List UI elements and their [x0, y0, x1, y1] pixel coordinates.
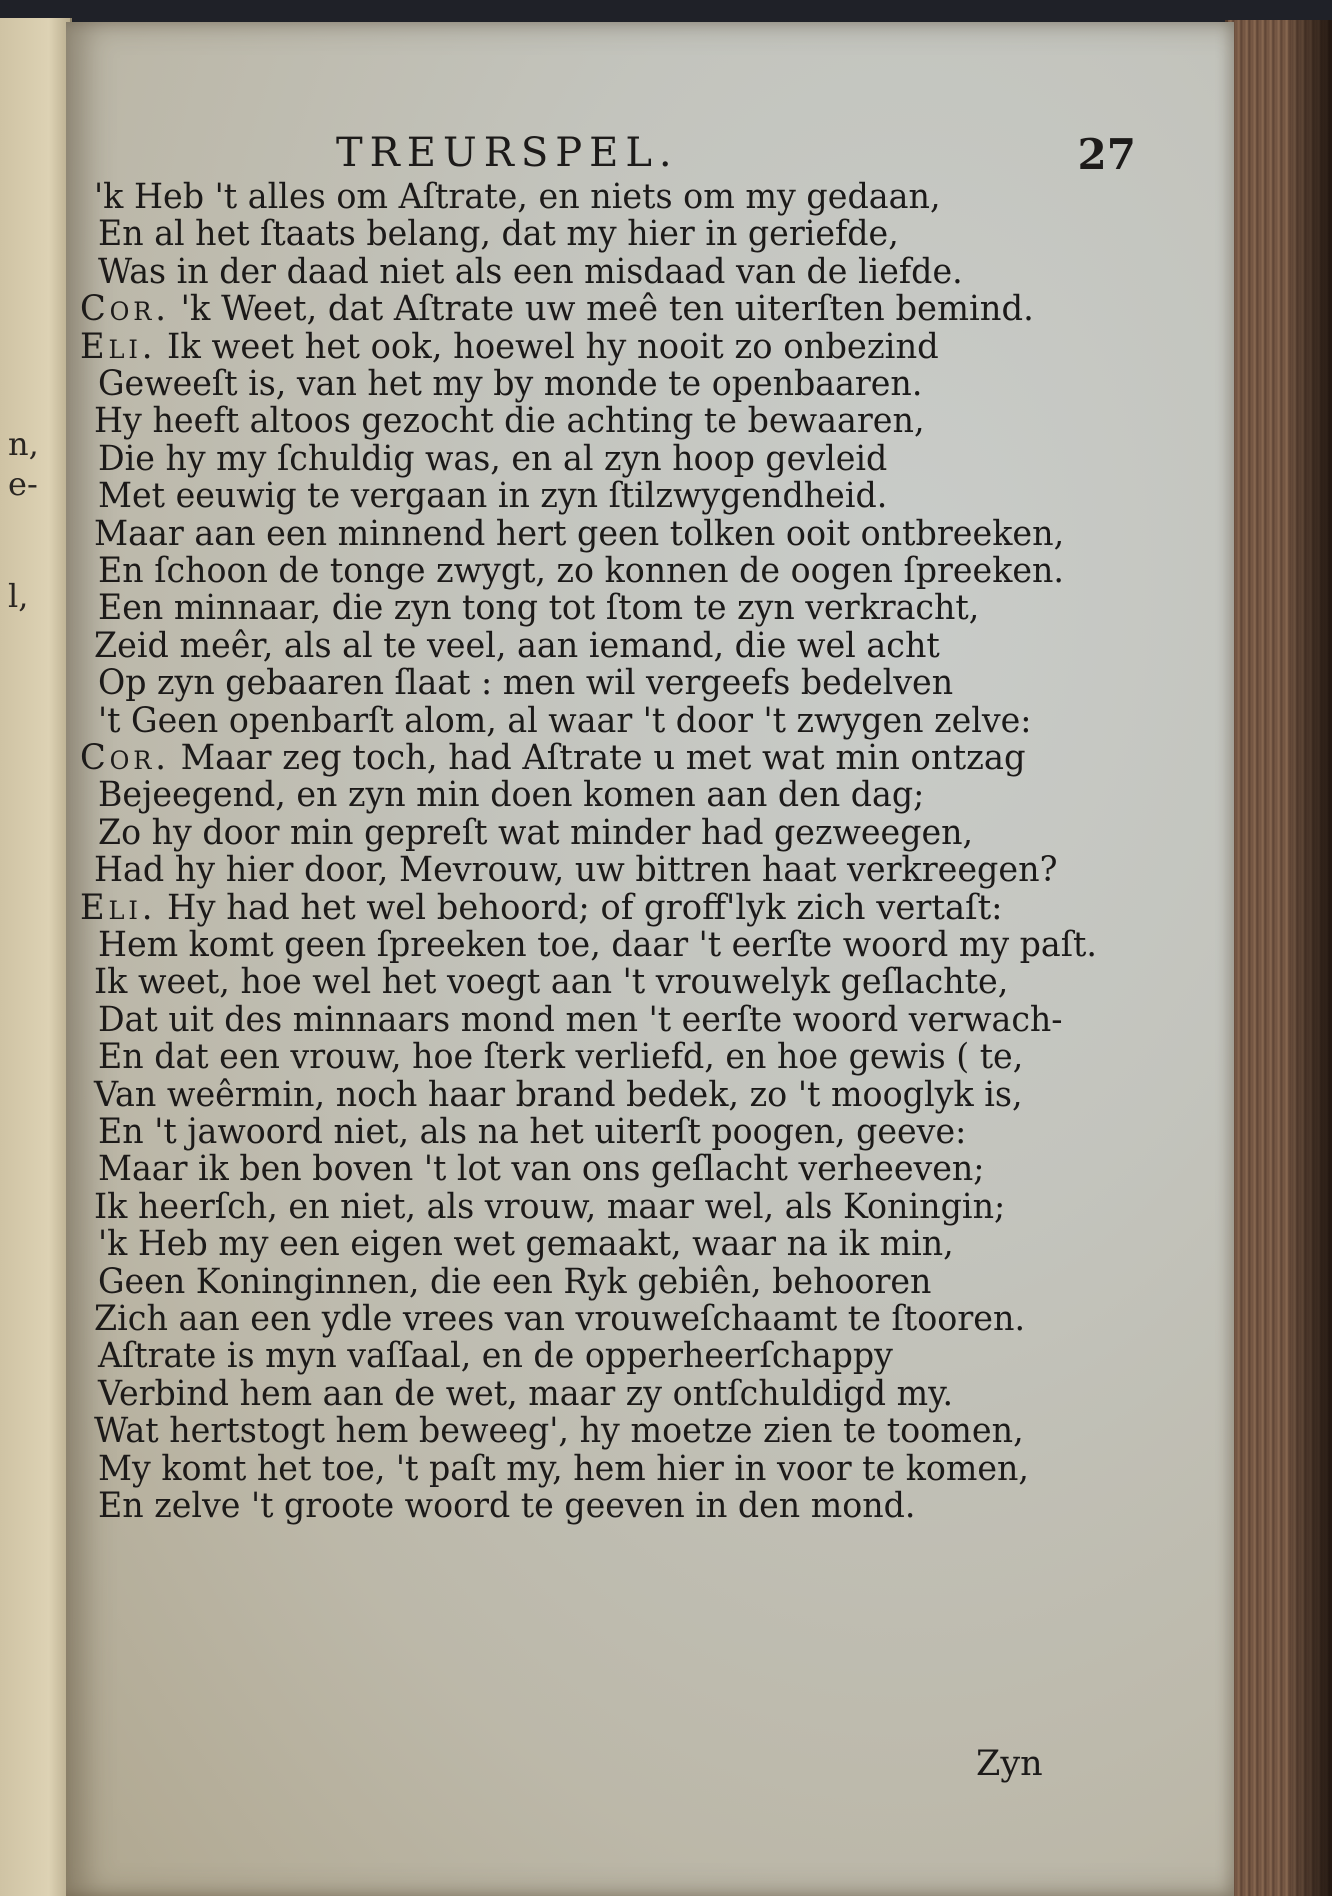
verse-line-text: 'k Heb 't alles om Aſtrate, en niets om my gedaan, [94, 177, 941, 217]
verse-line [94, 850, 1206, 891]
verse-line [98, 1037, 1206, 1078]
verse-line [98, 925, 1206, 965]
verse-line [98, 1149, 1206, 1190]
verse-line-text: Maar zeg toch, had Aſtrate u met wat min ontzag [180, 738, 1026, 778]
verse-line [80, 887, 1206, 928]
speaker-name: Eli. [80, 887, 157, 928]
verse-line-text: Hem komt geen ſpreeken toe, daar 't eerſte woord my paſt. [98, 925, 1097, 965]
previous-page-edge [0, 18, 72, 1896]
verse-line-text: Dat uit des minnaars mond men 't eerſte woord verwach- [98, 999, 1063, 1040]
verse-line-text: Was in der daad niet als een misdaad van de liefde. [98, 251, 963, 292]
verse-line-text: 't Geen openbarſt alom, al waar 't door 't zwygen zelve: [98, 700, 1032, 741]
verse-line-text: En zelve 't groote woord te geeven in den mond. [98, 1486, 916, 1526]
verse-line [98, 1112, 1206, 1152]
verse-line-text: 'k Heb my een eigen wet gemaakt, waar na ik min, [98, 1224, 954, 1265]
verse-line [80, 289, 1206, 330]
verse-line-text: Zeid meêr, als al te veel, aan iemand, die wel acht [94, 625, 940, 666]
verse-line-text: Verbind hem aan de wet, maar zy ontſchuldigd my. [98, 1373, 954, 1414]
verse-line-text: En al het ſtaats belang, dat my hier in geriefde, [98, 214, 899, 255]
verse-line [98, 1448, 1206, 1489]
book-page [66, 22, 1234, 1896]
verse-line-text: My komt het toe, 't paſt my, hem hier in voor te komen, [98, 1448, 1029, 1489]
verse-line [98, 551, 1206, 591]
verse-line-text: Geweeſt is, van het my by monde te openbaaren. [98, 364, 923, 404]
verse-line [98, 812, 1206, 853]
verse-line-text: Bejeegend, en zyn min doen komen aan den dag; [98, 775, 925, 816]
verse-line [94, 625, 1206, 666]
verse-line-text: Van weêrmin, noch haar brand bedek, zo 't mooglyk is, [94, 1074, 1023, 1115]
verse-line-text: Wat hertstogt hem beweeg', hy moetze zien te toomen, [94, 1411, 1024, 1452]
verse-line-text: En dat een vrouw, hoe ſterk verliefd, en hoe gewis ( te, [98, 1037, 1024, 1078]
verse-line-text: Hy had het wel behoord; of groff'lyk zich vertaſt: [167, 887, 1003, 928]
catchword: Zyn [976, 1744, 1043, 1784]
verse-line [94, 1299, 1206, 1339]
verse-line [94, 1411, 1206, 1452]
verse-line-text: Op zyn gebaaren ſlaat : men wil vergeefs bedelven [98, 663, 954, 704]
verse-line-text: Zo hy door min gepreſt wat minder had gezweegen, [98, 812, 974, 853]
left-page-fragment: n, [8, 425, 39, 463]
verse-line [98, 438, 1206, 479]
verse-line [98, 663, 1206, 704]
verse-line [98, 775, 1206, 816]
verse-line [98, 1486, 1206, 1526]
verse-line [80, 738, 1206, 778]
verse-line-text: En ſchoon de tonge zwygt, zo konnen de oogen ſpreeken. [98, 551, 1064, 591]
verse-line-text: Zich aan een ydle vrees van vrouweſchaamt te ſtooren. [94, 1299, 1026, 1339]
verse-line-text: Hy heeft altoos gezocht die achting te bewaaren, [94, 401, 925, 442]
verse-line [98, 214, 1206, 255]
verse-line [94, 962, 1206, 1003]
page-edges-shade [1290, 20, 1332, 1896]
speaker-name: Cor. [80, 289, 170, 330]
verse-line-text: Een minnaar, die zyn tong tot ſtom te zyn verkracht, [98, 588, 980, 629]
verse-line-text: Ik weet het ook, hoewel hy nooit zo onbezind [167, 326, 939, 367]
verse-line-text: Maar ik ben boven 't lot van ons geſlacht verheeven; [98, 1149, 985, 1190]
left-page-fragment: l, [8, 577, 29, 615]
verse-line [98, 251, 1206, 292]
left-page-fragment: e- [8, 465, 38, 503]
verse-line-text: Maar aan een minnend hert geen tolken ooit ontbreeken, [94, 513, 1065, 554]
speaker-name: Cor. [80, 738, 170, 778]
verse-line [94, 1074, 1206, 1115]
verse-line-text: 'k Weet, dat Aſtrate uw meê ten uiterſten bemind. [180, 289, 1034, 330]
verse-line-text: Aſtrate is myn vaſſaal, en de opperheerſchappy [98, 1336, 893, 1377]
verse-line-text: Had hy hier door, Mevrouw, uw bittren haat verkreegen? [94, 850, 1058, 891]
verse-line-text: Ik weet, hoe wel het voegt aan 't vrouwelyk geſlachte, [94, 962, 1009, 1003]
verse-line-text: Ik heerſch, en niet, als vrouw, maar wel, als Koningin; [94, 1186, 1006, 1227]
verse-line-text: Geen Koninginnen, die een Ryk gebiên, behooren [98, 1261, 932, 1302]
verse-line-text: Die hy my ſchuldig was, en al zyn hoop gevleid [98, 438, 888, 479]
verse-line [80, 326, 1206, 367]
verse-line [94, 401, 1206, 442]
verse-line [98, 1336, 1206, 1377]
verse-line [94, 177, 1206, 217]
speaker-name: Eli. [80, 326, 157, 367]
verse-line [98, 588, 1206, 629]
running-title: TREURSPEL. [336, 130, 679, 176]
verse-line [98, 700, 1206, 741]
verse-line [98, 364, 1206, 404]
verse-line [98, 999, 1206, 1040]
page-number: 27 [1077, 130, 1136, 179]
verse-line [94, 1186, 1206, 1227]
verse-line [98, 1373, 1206, 1414]
verse-line-text: En 't jawoord niet, als na het uiterſt poogen, geeve: [98, 1112, 967, 1152]
verse-line-text: Met eeuwig te vergaan in zyn ſtilzwygendheid. [98, 476, 888, 517]
verse-line [98, 476, 1206, 517]
verse-line [98, 1224, 1206, 1265]
verse-line [94, 513, 1206, 554]
verse-line [98, 1261, 1206, 1302]
